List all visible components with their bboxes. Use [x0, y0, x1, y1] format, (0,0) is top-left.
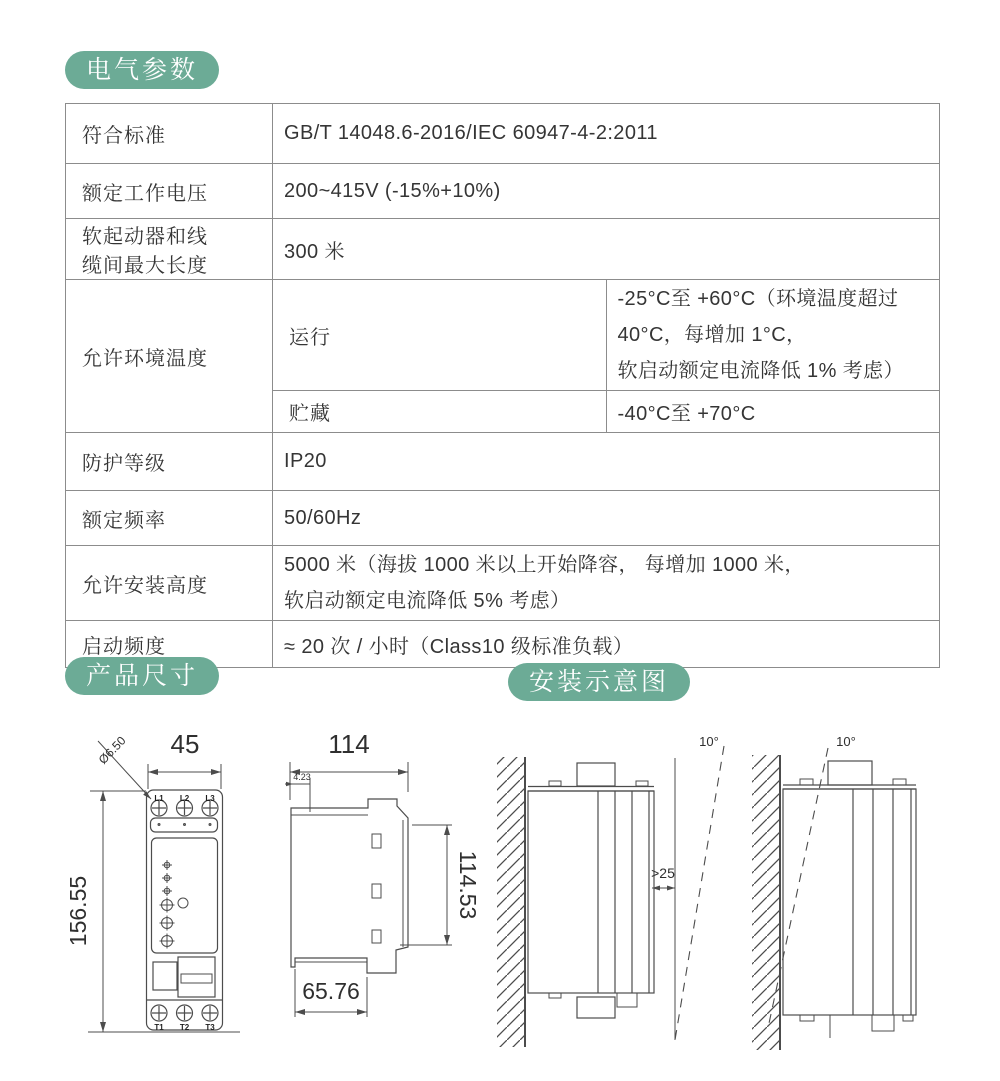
spec-value: 300 米 — [273, 219, 940, 280]
spec-value: ≈ 20 次 / 小时（Class10 级标准负载） — [273, 621, 940, 668]
terminal-label-L3: L3 — [205, 794, 215, 803]
terminal-label-T3: T3 — [205, 1023, 215, 1032]
install-tilt-left-dim: 10° — [699, 734, 719, 749]
section-badge-dimensions: 产品尺寸 — [65, 657, 219, 695]
spec-value-line: 软启动额定电流降低 1% 考虑） — [617, 360, 904, 382]
table-row — [66, 280, 940, 391]
section-badge-installation: 安装示意图 — [508, 663, 690, 701]
spec-sublabel: 贮藏 — [273, 391, 607, 433]
front-height-dim: 156.55 — [65, 875, 91, 947]
table-row — [66, 546, 940, 621]
front-width-dim: 45 — [170, 729, 200, 759]
spec-value: -40°C至 +70°C — [606, 391, 940, 433]
spec-label — [66, 219, 273, 280]
spec-value: 200~415V (-15%+10%) — [273, 164, 940, 219]
install-tilt-right-dim: 10° — [836, 734, 856, 749]
spec-label: 符合标准 — [66, 104, 273, 164]
table-row — [66, 491, 940, 546]
spec-label: 允许环境温度 — [66, 280, 273, 433]
install-clearance-dim: >25 — [651, 865, 675, 881]
front-hole-dim: Ø6.50 — [95, 733, 129, 767]
table-row — [66, 433, 940, 491]
spec-label: 防护等级 — [66, 433, 273, 491]
side-offset-dim: 4.23 — [293, 772, 311, 782]
spec-value-line: -25°C至 +60°C（环境温度超过 40°C，每增加 1°C， — [617, 288, 899, 346]
spec-label: 额定工作电压 — [66, 164, 273, 219]
spec-label-line: 缆间最大长度 — [82, 255, 208, 277]
terminal-label-T1: T1 — [154, 1023, 164, 1032]
side-view-drawing — [285, 729, 481, 1017]
spec-label: 启动频度 — [66, 621, 273, 668]
section-badge-electrical: 电气参数 — [65, 51, 219, 89]
side-rail-height-dim: 114.53 — [455, 850, 481, 920]
spec-value — [606, 280, 940, 391]
table-row — [66, 164, 940, 219]
install-view-left — [497, 734, 724, 1047]
table-row — [66, 104, 940, 164]
spec-label: 允许安装高度 — [66, 546, 273, 621]
spec-label: 额定频率 — [66, 491, 273, 546]
table-row — [66, 219, 940, 280]
technical-drawings — [0, 710, 1000, 1081]
spec-value-line: 5000 米（海拔 1000 米以上开始降容， 每增加 1000 米， — [284, 554, 805, 576]
spec-value — [273, 546, 940, 621]
spec-value-line: 软启动额定电流降低 5% 考虑） — [284, 590, 571, 612]
spec-value: GB/T 14048.6-2016/IEC 60947-4-2:2011 — [273, 104, 940, 164]
terminal-label-L2: L2 — [179, 794, 190, 803]
front-view-drawing — [65, 729, 240, 1032]
side-base-depth-dim: 65.76 — [302, 978, 360, 1004]
spec-value: 50/60Hz — [273, 491, 940, 546]
terminal-label-L1: L1 — [154, 794, 164, 803]
spec-sublabel: 运行 — [273, 280, 607, 391]
terminal-label-T2: T2 — [179, 1023, 190, 1032]
spec-label-line: 软起动器和线 — [82, 226, 208, 248]
side-depth-dim: 114 — [328, 729, 370, 759]
install-view-right — [752, 734, 916, 1050]
spec-value: IP20 — [273, 433, 940, 491]
spec-table — [65, 103, 940, 668]
